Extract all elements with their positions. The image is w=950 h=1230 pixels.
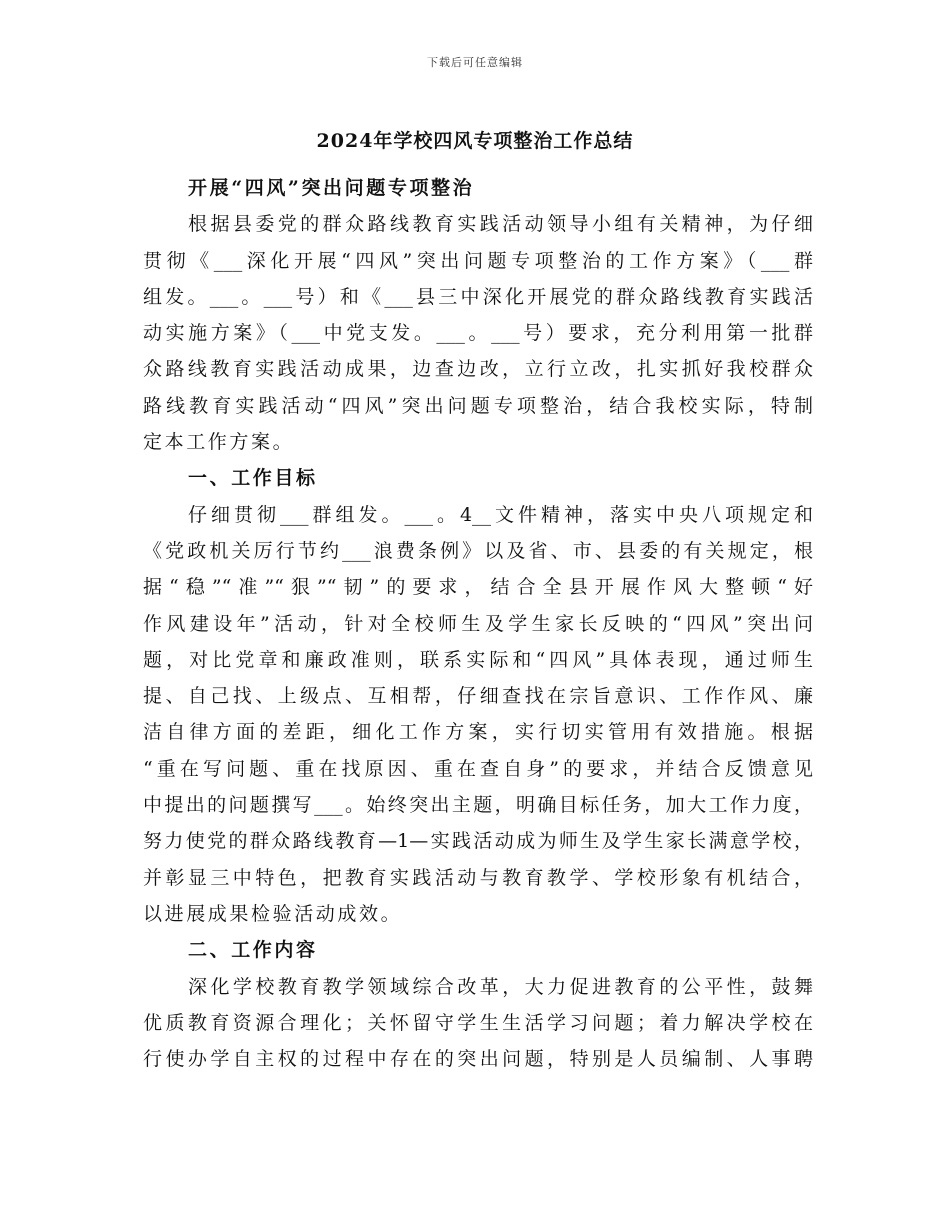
body-line: 努力使党的群众路线教育—1—实践活动成为师生及学生家长满意学校， [143, 830, 813, 853]
body-line: 动实施方案》（___中党支发。___。___号）要求，充分利用第一批群 [143, 322, 813, 345]
body-line: 深化学校教育教学领域综合改革，大力促进教育的公平性，鼓舞 [188, 975, 813, 998]
body-line: 行使办学自主权的过程中存在的突出问题，特别是人员编制、人事聘 [143, 1048, 813, 1071]
body-line: 提、自己找、上级点、互相帮，仔细查找在宗旨意识、工作作风、廉 [143, 685, 813, 708]
body-line: “重在写问题、重在找原因、重在查自身”的要求，并结合反馈意见 [143, 757, 813, 780]
section-heading: 一、工作目标 [188, 467, 318, 490]
body-line: 仔细贯彻___群组发。___。4__文件精神，落实中央八项规定和 [188, 503, 813, 526]
body-line: 作风建设年”活动，针对全校师生及学生家长反映的“四风”突出问 [143, 612, 813, 635]
body-line: 题，对比党章和廉政准则，联系实际和“四风”具体表现，通过师生 [143, 648, 813, 671]
body-line: 中提出的问题撰写___。始终突出主题，明确目标任务，加大工作力度， [143, 794, 813, 817]
body-line: 《党政机关厉行节约___浪费条例》以及省、市、县委的有关规定，根 [143, 539, 813, 562]
document-title: 2024年学校四风专项整治工作总结 [316, 130, 634, 152]
body-line: 定本工作方案。 [143, 431, 295, 454]
body-line: 众路线教育实践活动成果，边查边改，立行立改，扎实抓好我校群众 [143, 358, 813, 381]
section-heading: 二、工作内容 [188, 939, 318, 962]
section-heading: 开展“四风”突出问题专项整治 [188, 177, 475, 199]
document-body [143, 170, 813, 1077]
body-line: 以进展成果检验活动成效。 [143, 902, 403, 925]
body-line: 并彰显三中特色，把教育实践活动与教育教学、学校形象有机结合， [143, 866, 813, 889]
body-line: 洁自律方面的差距，细化工作方案，实行切实管用有效措施。根据 [143, 721, 813, 744]
body-line: 路线教育实践活动“四风”突出问题专项整治，结合我校实际，特制 [143, 394, 813, 417]
body-line: 贯彻《___深化开展“四风”突出问题专项整治的工作方案》（___群 [143, 249, 813, 272]
header-note: 下载后可任意编辑 [427, 56, 523, 69]
body-line: 组发。___。___号）和《___县三中深化开展党的群众路线教育实践活 [143, 285, 813, 308]
body-line: 优质教育资源合理化；关怀留守学生生活学习问题；着力解决学校在 [143, 1011, 813, 1034]
body-line: 根据县委党的群众路线教育实践活动领导小组有关精神，为仔细 [188, 213, 813, 236]
body-line: 据“稳”“准”“狠”“韧”的要求，结合全县开展作风大整顿“好 [143, 576, 813, 599]
